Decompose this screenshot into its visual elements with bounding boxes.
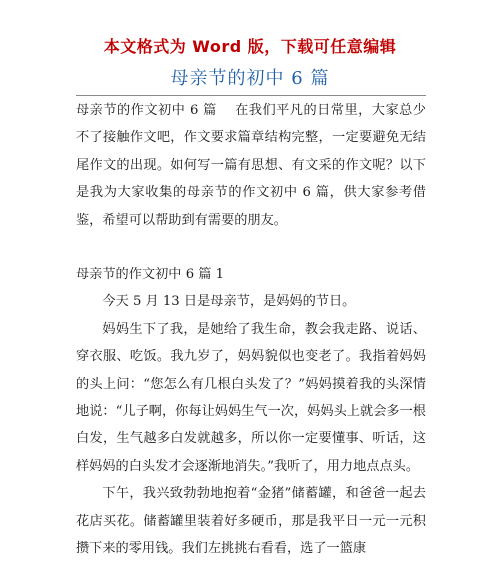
intro-paragraph: 母亲节的作文初中 6 篇 在我们平凡的日常里，大家总少不了接触作文吧，作文要求篇章结构完整，一定要避免无结尾作文的出现。如何写一篇有思想、有文采的作文呢？以下是我为大家收集的母亲节的作文初中 6 篇，供大家参考借鉴，希望可以帮助到有需要的朋友。: [76, 103, 426, 228]
body-paragraph-3: 下午，我兴致勃勃地抱着“金猪”储蓄罐，和爸爸一起去花店买花。储蓄罐里装着好多硬币，那是我平日一元一元积攒下来的零用钱。我们左挑挑右看看，选了一篮康: [76, 486, 426, 557]
body-paragraph-1: 今天 5 月 13 日是母亲节，是妈妈的节日。: [102, 294, 356, 310]
section-spacer: [76, 234, 426, 261]
document-title: 母亲节的初中 6 篇: [170, 68, 330, 89]
section-heading: 母亲节的作文初中 6 篇 1: [76, 267, 225, 283]
body-paragraph-2: 妈妈生下了我，是她给了我生命，教会我走路、说话、穿衣服、吃饭。我九岁了，妈妈貌似也变老了。我指着妈妈的头上问：“您怎么有几根白头发了？”妈妈摸着我的头深情地说：“儿子啊，你每让妈妈生气一次，妈妈头上就会多一根白发，生气越多白发就越多，所以你一定要懂事、听话，这样妈妈的白头发才会逐渐地消失。”我听了，用力地点点头。: [76, 321, 426, 474]
format-notice-banner: 本文格式为 Word 版，下载可任意编辑: [103, 37, 397, 56]
title-divider: [76, 95, 426, 96]
document-body: [76, 97, 426, 563]
